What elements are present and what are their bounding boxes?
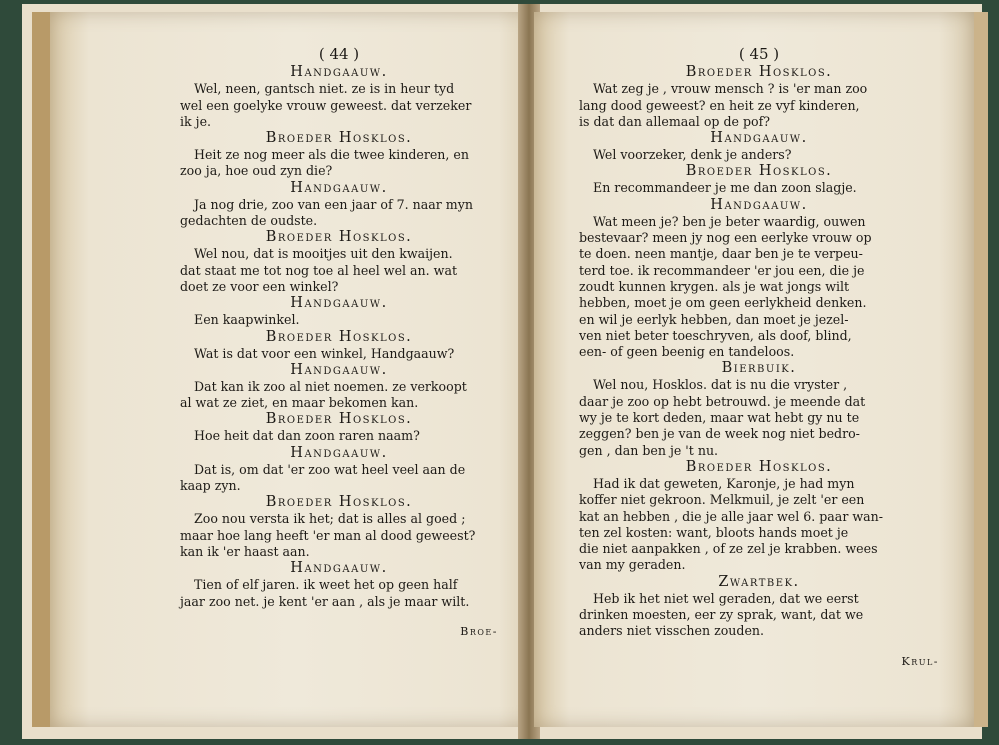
dialogue-line: te doen. neen mantje, daar ben je te verpeu-: [579, 246, 863, 262]
speaker-name: Handgaauw.: [290, 560, 388, 577]
right-page-text: [579, 46, 939, 670]
speaker-name: Broeder Hosklos.: [265, 411, 413, 428]
dialogue-line: terd toe. ik recommandeer 'er jou een, die je: [579, 262, 865, 278]
speaker-name: Broeder Hosklos.: [265, 328, 413, 345]
page-number-right: ( 45 ): [738, 45, 780, 63]
dialogue-line: van my geraden.: [579, 557, 686, 573]
dialogue-line: anders niet visschen zouden.: [579, 623, 765, 639]
dialogue-line: Heb ik het niet wel geraden, dat we eerst: [593, 590, 859, 606]
dialogue-line: Een kaapwinkel.: [194, 312, 300, 328]
right-page: [534, 12, 988, 727]
catchword-left: Broe-: [460, 624, 498, 638]
speaker-name: Handgaauw.: [290, 295, 388, 312]
dialogue-line: een- of geen beenig en tandeloos.: [579, 344, 795, 360]
dialogue-line: bestevaar? meen jy nog een eerlyke vrouw op: [579, 230, 872, 246]
dialogue-line: Wel nou, dat is mooitjes uit den kwaijen.: [194, 246, 453, 262]
catchword-right: Krul-: [901, 654, 939, 668]
speaker-name: Broeder Hosklos.: [685, 163, 833, 180]
speaker-name: Handgaauw.: [290, 179, 388, 196]
speaker-name: Handgaauw.: [710, 196, 808, 213]
speaker-name: Broeder Hosklos.: [265, 494, 413, 511]
dialogue-line: die niet aanpakken , of ze zel je krabben. wees: [579, 541, 878, 557]
dialogue-line: drinken moesten, eer zy sprak, want, dat we: [579, 607, 864, 623]
dialogue-line: daar je zoo op hebt betrouwd. je meende dat: [579, 393, 866, 409]
dialogue-line: ik je.: [180, 113, 212, 129]
dialogue-line: Wat is dat voor een winkel, Handgaauw?: [194, 345, 455, 361]
speaker-name: Handgaauw.: [710, 130, 808, 147]
left-page-text: [180, 46, 498, 640]
speaker-name: Broeder Hosklos.: [685, 458, 833, 475]
dialogue-line: Wel nou, Hosklos. dat is nu die vryster ,: [593, 377, 848, 393]
speaker-name: Broeder Hosklos.: [265, 229, 413, 246]
dialogue-line: wy je te kort deden, maar wat hebt gy nu te: [579, 410, 860, 426]
speaker-name: Handgaauw.: [290, 64, 388, 81]
dialogue-line: ven niet beter toeschryven, als doof, blind,: [579, 327, 852, 343]
open-book: [22, 4, 982, 739]
dialogue-line: hebben, moet je om geen eerlykheid denken.: [579, 295, 867, 311]
dialogue-line: al wat ze ziet, en maar bekomen kan.: [180, 395, 419, 411]
dialogue-line: Wat zeg je , vrouw mensch ? is 'er man zoo: [593, 81, 868, 97]
dialogue-line: Hoe heit dat dan zoon raren naam?: [194, 428, 420, 444]
dialogue-line: is dat dan allemaal op de pof?: [579, 113, 771, 129]
page-number-left: ( 44 ): [318, 45, 360, 63]
dialogue-line: Dat is, om dat 'er zoo wat heel veel aan de: [194, 461, 466, 477]
speaker-name: Bierbuik.: [721, 360, 797, 377]
dialogue-line: lang dood geweest? en heit ze vyf kinderen,: [579, 97, 860, 113]
dialogue-line: en wil je eerlyk hebben, dan moet je jezel-: [579, 311, 849, 327]
dialogue-line: ten zel kosten: want, bloots hands moet je: [579, 524, 849, 540]
dialogue-line: Tien of elf jaren. ik weet het op geen half: [194, 577, 458, 593]
dialogue-line: En recommandeer je me dan zoon slagje.: [593, 180, 857, 196]
dialogue-line: kan ik 'er haast aan.: [180, 543, 310, 559]
dialogue-line: dat staat me tot nog toe al heel wel an. wat: [180, 262, 458, 278]
dialogue-line: wel een goelyke vrouw geweest. dat verzeker: [180, 97, 472, 113]
dialogue-line: kaap zyn.: [180, 478, 241, 494]
dialogue-line: Ja nog drie, zoo van een jaar of 7. naar myn: [194, 196, 473, 212]
dialogue-line: Dat kan ik zoo al niet noemen. ze verkoopt: [194, 378, 467, 394]
dialogue-line: zoo ja, hoe oud zyn die?: [180, 163, 333, 179]
dialogue-line: gedachten de oudste.: [180, 213, 318, 229]
left-dialogue: [180, 64, 498, 610]
speaker-name: Broeder Hosklos.: [265, 130, 413, 147]
dialogue-line: Had ik dat geweten, Karonje, je had myn: [593, 475, 855, 491]
dialogue-line: Heit ze nog meer als die twee kinderen, en: [194, 147, 469, 163]
dialogue-line: Wat meen je? ben je beter waardig, ouwen: [593, 213, 866, 229]
speaker-name: Handgaauw.: [290, 361, 388, 378]
dialogue-line: zeggen? ben je van de week nog niet bedro-: [579, 426, 860, 442]
dialogue-line: Zoo nou versta ik het; dat is alles al goed ;: [194, 511, 466, 527]
dialogue-line: zoudt kunnen krygen. als je wat jongs wilt: [579, 278, 850, 294]
dialogue-line: gen , dan ben je 't nu.: [579, 442, 719, 458]
dialogue-line: koffer niet gekroon. Melkmuil, je zelt 'er een: [579, 492, 865, 508]
left-page: [32, 12, 538, 727]
dialogue-line: doet ze voor een winkel?: [180, 278, 339, 294]
speaker-name: Broeder Hosklos.: [685, 64, 833, 81]
speaker-name: Zwartbek.: [718, 573, 800, 590]
dialogue-line: Wel voorzeker, denk je anders?: [593, 147, 792, 163]
right-dialogue: [579, 64, 939, 639]
dialogue-line: kat an hebben , die je alle jaar wel 6. paar wan-: [579, 508, 883, 524]
speaker-name: Handgaauw.: [290, 444, 388, 461]
dialogue-line: Wel, neen, gantsch niet. ze is in heur tyd: [194, 81, 455, 97]
dialogue-line: maar hoe lang heeft 'er man al dood geweest?: [180, 527, 476, 543]
dialogue-line: jaar zoo net. je kent 'er aan , als je maar wilt.: [180, 593, 470, 609]
